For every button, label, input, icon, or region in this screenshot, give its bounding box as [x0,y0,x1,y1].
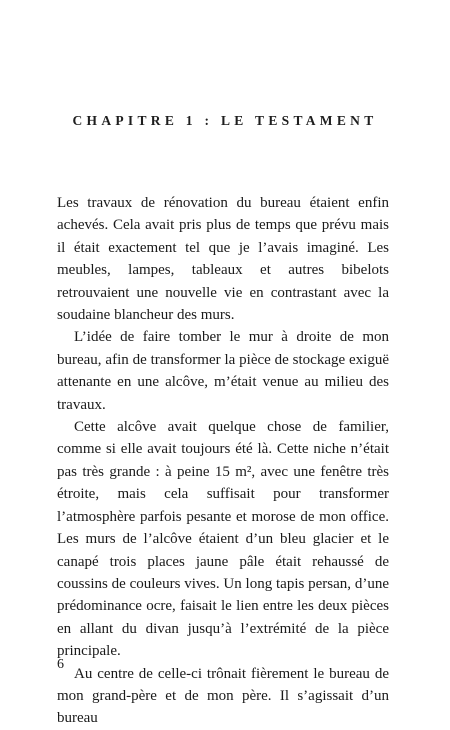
paragraph-4: Au centre de celle-ci trônait fièrement le bureau de mon grand-père et de mon père. Il s’agissait d’un bureau [57,665,389,727]
chapter-title: CHAPITRE 1 : LE TESTAMENT [72,113,378,128]
paragraph-3: Cette alcôve avait quelque chose de familier, comme si elle avait toujours été là. Cette niche n’était pas très grande : à peine 15 m², avec une fenêtre très étroite, mais cela suffisait pour transformer l’atmosphère parfois pesante et morose de mon office. Les murs de l’alcôve étaient d’un bleu glacier et le canapé trois places jaune pâle était rehaussé de coussins de couleurs vives. Un long tapis persan, d’une prédominance ocre, faisait le lien entre les deux pièces en allant du divan jusqu’à l’extrémité de la pièce principale. [57,419,389,660]
paragraph-1: Les travaux de rénovation du bureau étaient enfin achevés. Cela avait pris plus de temps que prévu mais il était exactement tel que je l’avais imaginé. Les meubles, lampes, tableaux et autres bibelots retrouvaient une nouvelle vie en contrastant avec la soudaine blancheur des murs. [57,195,389,324]
page-number: 6 [57,657,64,672]
paragraph-2: L’idée de faire tomber le mur à droite de mon bureau, afin de transformer la pièce de stockage exiguë attenante en une alcôve, m’était venue au milieu des travaux. [57,329,389,413]
body-text [57,192,389,730]
